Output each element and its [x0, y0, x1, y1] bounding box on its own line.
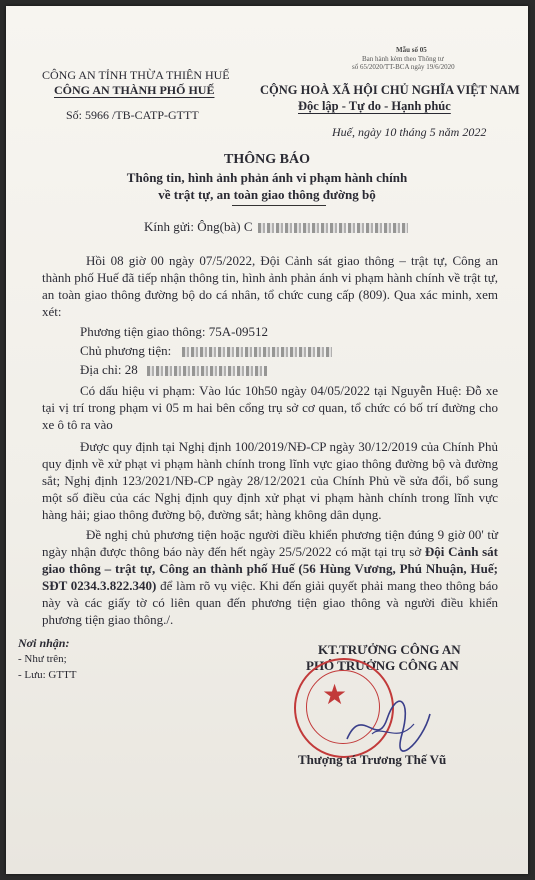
owner-redacted	[182, 347, 332, 357]
recipients-item-1: - Như trên;	[18, 653, 67, 665]
form-number: Mẫu số 05	[396, 46, 427, 54]
document-subtitle-1: Thông tin, hình ảnh phản ánh vi phạm hành chính	[126, 170, 408, 185]
address-label: Địa chỉ: 28	[80, 362, 138, 377]
recipient-line	[144, 219, 408, 235]
paragraph-receipt: Hồi 08 giờ 00 ngày 07/5/2022, Đội Cảnh sát giao thông – trật tự, Công an thành phố Huế đã tiếp nhận thông tin, hình ảnh phản ánh vi phạm hành chính về trật tự, an toàn giao thông đường bộ do cá nhân, tổ chức cung cấp (809). Qua xác minh, xem xét:	[42, 253, 498, 319]
signatory-name: Thượng tá Trương Thế Vũ	[298, 752, 447, 767]
address-line	[80, 362, 267, 378]
recipient-label: Kính gửi: Ông(bà) C	[144, 219, 253, 234]
form-note-line2: số 65/2020/TT-BCA ngày 19/6/2020	[352, 63, 455, 71]
agency-name: CÔNG AN TỈNH THỪA THIÊN HUẾ	[42, 68, 230, 82]
recipients-item-2: - Lưu: GTTT	[18, 669, 77, 681]
document-subtitle-2: về trật tự, an toàn giao thông đường bộ	[158, 187, 376, 202]
handwritten-signature	[342, 694, 432, 754]
recipients-label: Nơi nhận:	[18, 636, 70, 650]
signature-title-2: PHÓ TRƯỞNG CÔNG AN	[306, 658, 459, 673]
owner-label: Chủ phương tiện:	[80, 343, 172, 358]
unit-name: CÔNG AN THÀNH PHỐ HUẾ	[54, 83, 215, 97]
title-underline	[232, 205, 326, 206]
request-text-1: Đề nghị chủ phương tiện hoặc người điều khiển phương tiện đúng 9 giờ 00' từ ngày nhận được thông báo này đến hết ngày 25/5/2022 có mặt tại trụ sở	[42, 527, 498, 559]
document-page	[6, 6, 528, 874]
star-icon: ★	[322, 680, 348, 711]
recipient-redacted	[258, 223, 408, 233]
paragraph-violation: Có dấu hiệu vi phạm: Vào lúc 10h50 ngày 04/05/2022 tại Nguyễn Huệ: Đỗ xe tại vị trí trong phạm vi 05 m hai bên cổng trụ sở cơ quan, tổ chức có bố trí đường cho xe ô tô ra vào	[42, 383, 498, 432]
document-number: Số: 5966 /TB-CATP-GTTT	[66, 108, 199, 122]
country-name: CỘNG HOÀ XÃ HỘI CHỦ NGHĨA VIỆT NAM	[260, 83, 520, 97]
form-note-line1: Ban hành kèm theo Thông tư	[362, 55, 444, 63]
address-redacted	[147, 366, 267, 376]
document-title: THÔNG BÁO	[224, 152, 310, 167]
signature-title-1: KT.TRƯỞNG CÔNG AN	[318, 642, 461, 657]
request-text-2: để làm rõ vụ việc. Khi đến giải quyết phải mang theo thông báo này và các giấy tờ có liên quan đến phương tiện giao thông và người điều khiển phương tiện giao thông./.	[42, 578, 498, 627]
paragraph-regulation: Được quy định tại Nghị định 100/2019/NĐ-CP ngày 30/12/2019 của Chính Phủ quy định về xử phạt vi phạm hành chính trong lĩnh vực giao thông đường bộ và đường sắt; Nghị định 123/2021/NĐ-CP ngày 28/12/2021 của Chính Phủ về sửa đổi, bổ sung một số điều của các Nghị định quy định xử phạt vi phạm hành chính trong lĩnh vực hàng hải; giao thông đường bộ, đường sắt; hàng không dân dụng.	[42, 439, 498, 522]
national-motto: Độc lập - Tự do - Hạnh phúc	[298, 99, 451, 113]
owner-line	[80, 343, 332, 359]
request-office: Đội Cảnh sát giao thông – trật tự, Công an thành phố Huế (56 Hùng Vương, Phú Nhuận, Huế; SĐT 0234.3.822.340)	[42, 544, 498, 593]
paragraph-request	[42, 526, 498, 628]
vehicle-line: Phương tiện giao thông: 75A-09512	[80, 324, 268, 339]
issue-date: Huế, ngày 10 tháng 5 năm 2022	[332, 125, 487, 139]
